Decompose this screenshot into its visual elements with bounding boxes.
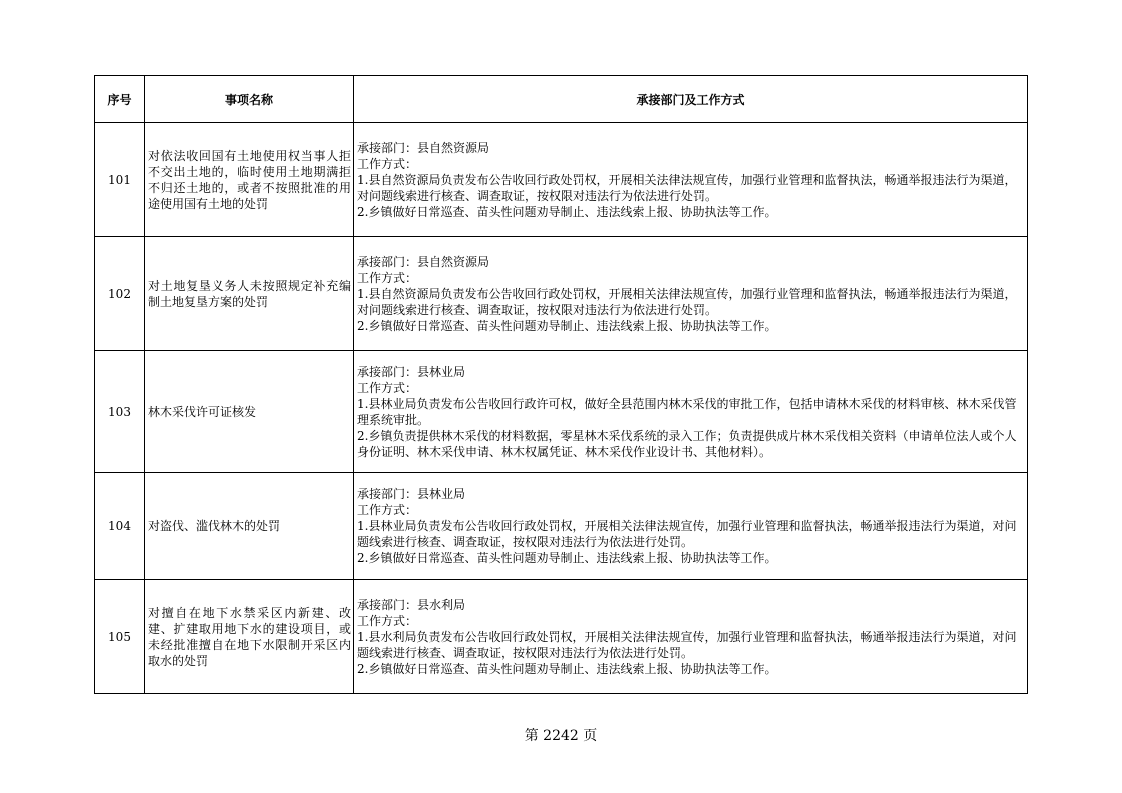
row-dept: [354, 580, 1028, 694]
header-no: 序号: [95, 76, 145, 123]
method-label: 工作方式：: [357, 380, 418, 395]
table-row: [95, 123, 1028, 237]
row-name: 林木采伐许可证核发: [145, 351, 354, 473]
method-item-1: 1.县自然资源局负责发布公告收回行政处罚权，开展相关法律法规宣传，加强行业管理和监督执法，畅通举报违法行为渠道，对问题线索进行核查、调查取证，按权限对违法行为依法进行处罚。: [357, 172, 1017, 203]
row-name: 对土地复垦义务人未按照规定补充编制土地复垦方案的处罚: [145, 237, 354, 351]
method-label: 工作方式：: [357, 270, 418, 285]
header-name: 事项名称: [145, 76, 354, 123]
row-dept: [354, 473, 1028, 580]
method-item-2: 2.乡镇做好日常巡查、苗头性问题劝导制止、违法线索上报、协助执法等工作。: [357, 551, 777, 565]
header-dept: 承接部门及工作方式: [354, 76, 1028, 123]
method-label: 工作方式：: [357, 503, 418, 517]
row-no: 105: [95, 580, 145, 694]
row-name: 对依法收回国有土地使用权当事人拒不交出土地的，临时使用土地期满拒不归还土地的，或者不按照批准的用途使用国有土地的处罚: [145, 123, 354, 237]
method-label: 工作方式：: [357, 613, 418, 628]
method-item-1: 1.县自然资源局负责发布公告收回行政处罚权，开展相关法律法规宣传，加强行业管理和监督执法，畅通举报违法行为渠道，对问题线索进行核查、调查取证，按权限对违法行为依法进行处罚。: [357, 286, 1017, 317]
row-no: 104: [95, 473, 145, 580]
method-item-1: 1.县水利局负责发布公告收回行政处罚权，开展相关法律法规宣传，加强行业管理和监督执法，畅通举报违法行为渠道，对问题线索进行核查、调查取证，按权限对违法行为依法进行处罚。: [357, 629, 1017, 660]
dept-label: 承接部门：县林业局: [357, 364, 466, 379]
table-row: [95, 351, 1028, 473]
row-dept: [354, 237, 1028, 351]
dept-label: 承接部门：县林业局: [357, 487, 466, 501]
method-item-1: 1.县林业局负责发布公告收回行政许可权，做好全县范围内林木采伐的审批工作，包括申请林木采伐的材料审核、林木采伐管理系统审批。: [357, 396, 1017, 427]
dept-label: 承接部门：县自然资源局: [357, 254, 490, 269]
header-row: [95, 76, 1028, 123]
page-number: 第 2242 页: [524, 728, 598, 744]
dept-label: 承接部门：县自然资源局: [357, 140, 490, 155]
row-no: 103: [95, 351, 145, 473]
row-name: 对盗伐、滥伐林木的处罚: [145, 473, 354, 580]
method-item-2: 2.乡镇做好日常巡查、苗头性问题劝导制止、违法线索上报、协助执法等工作。: [357, 204, 777, 219]
table-row: [95, 473, 1028, 580]
table-row: [95, 237, 1028, 351]
items-table: [94, 75, 1028, 694]
row-no: 101: [95, 123, 145, 237]
row-dept: [354, 123, 1028, 237]
dept-label: 承接部门：县水利局: [357, 597, 466, 612]
method-item-1: 1.县林业局负责发布公告收回行政处罚权，开展相关法律法规宣传，加强行业管理和监督执法，畅通举报违法行为渠道，对问题线索进行核查、调查取证，按权限对违法行为依法进行处罚。: [357, 519, 1017, 549]
method-label: 工作方式：: [357, 156, 418, 171]
row-dept: [354, 351, 1028, 473]
method-item-2: 2.乡镇做好日常巡查、苗头性问题劝导制止、违法线索上报、协助执法等工作。: [357, 661, 777, 676]
row-name: 对擅自在地下水禁采区内新建、改建、扩建取用地下水的建设项目，或未经批准擅自在地下水限制开采区内取水的处罚: [145, 580, 354, 694]
table-row: [95, 580, 1028, 694]
method-item-2: 2.乡镇负责提供林木采伐的材料数据，零星林木采伐系统的录入工作；负责提供成片林木采伐相关资料（申请单位法人或个人身份证明、林木采伐申请、林木权属凭证、林木采伐作业设计书、其他材料）。: [357, 428, 1017, 459]
row-no: 102: [95, 237, 145, 351]
method-item-2: 2.乡镇做好日常巡查、苗头性问题劝导制止、违法线索上报、协助执法等工作。: [357, 318, 777, 333]
